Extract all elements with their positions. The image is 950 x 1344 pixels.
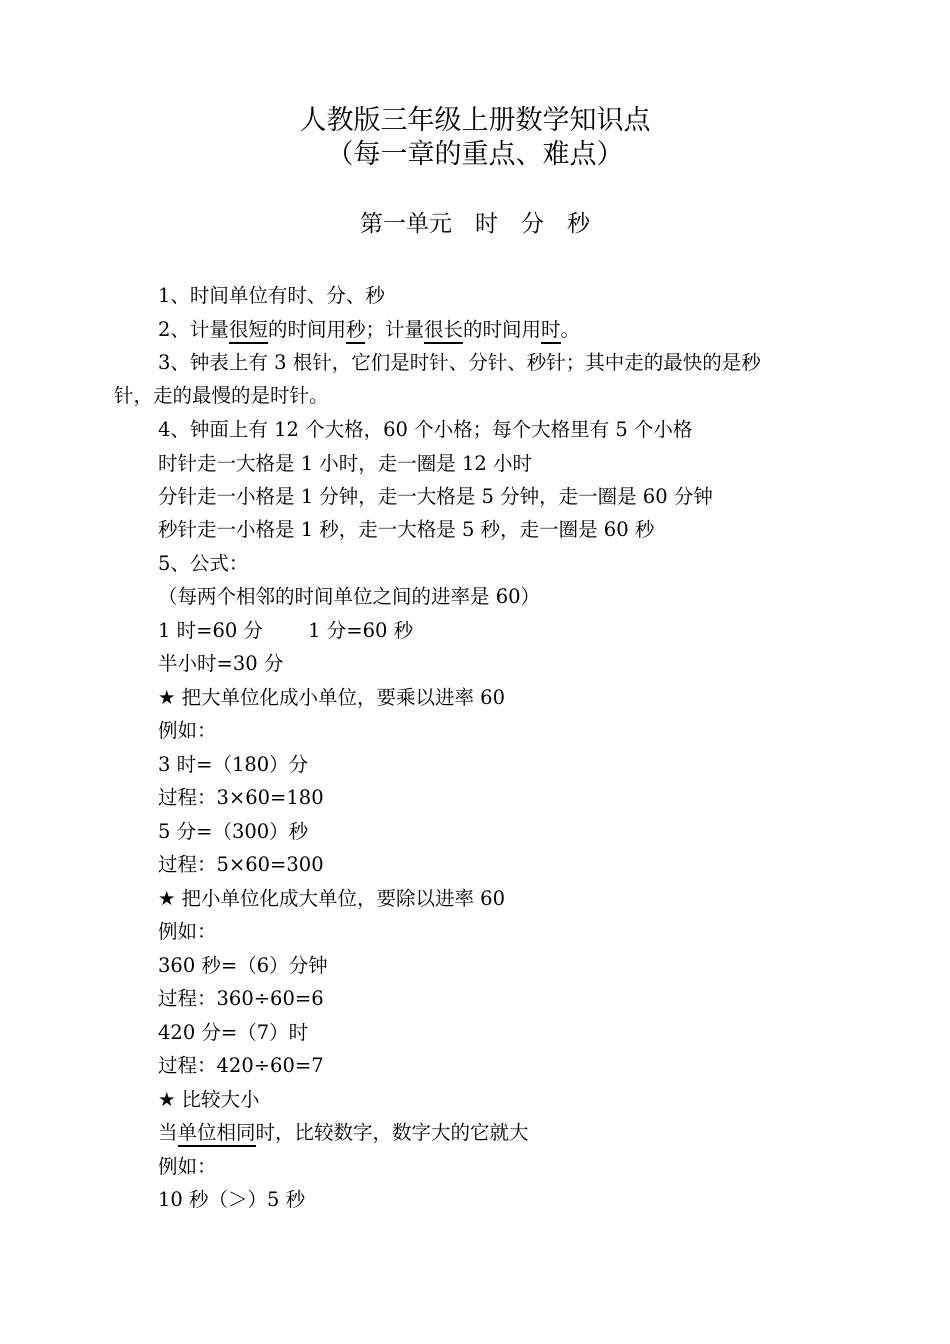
underline-long: 很长: [424, 318, 463, 344]
example-3: 360 秒=（6）分钟: [158, 954, 328, 977]
underline-second: 秒: [346, 318, 366, 344]
example-1-process: 过程：3×60=180: [158, 786, 324, 809]
underline-short: 很短: [229, 318, 268, 344]
star-icon: ★: [158, 887, 176, 910]
example-3-process: 过程：360÷60=6: [158, 987, 324, 1010]
point-3-line-1: 3、钟表上有 3 根针，它们是时针、分针、秒针；其中走的最快的是秒: [158, 351, 761, 374]
point-5: 5、公式：: [158, 552, 249, 575]
example-label: 例如：: [158, 920, 217, 943]
rule-large-to-small: [158, 683, 505, 713]
rule-compare: [158, 1085, 260, 1115]
example-label: 例如：: [158, 719, 217, 742]
compare-text: 时，比较数字，数字大的它就大: [255, 1121, 529, 1144]
example-1: 3 时=（180）分: [158, 753, 309, 776]
compare-rule: [158, 1118, 529, 1148]
document-title: 人教版三年级上册数学知识点: [299, 105, 651, 136]
hour-hand-fact: 时针走一大格是 1 小时，走一圈是 12 小时: [158, 452, 533, 475]
star-icon: ★: [158, 1088, 176, 1111]
rule-text: 比较大小: [181, 1088, 260, 1111]
point-2: [158, 315, 580, 345]
point-1: 1、时间单位有时、分、秒: [158, 284, 385, 307]
point-2-text: 的时间用: [463, 318, 542, 341]
compare-text: 当: [158, 1121, 178, 1144]
chapter-heading: 第一单元 时 分 秒: [360, 211, 590, 237]
example-2: 5 分=（300）秒: [158, 820, 309, 843]
point-2-text: 2、计量: [158, 318, 229, 341]
example-2-process: 过程：5×60=300: [158, 853, 324, 876]
point-4: 4、钟面上有 12 个大格，60 个小格；每个大格里有 5 个小格: [158, 418, 693, 441]
point-2-text: 。: [560, 318, 581, 341]
formula-1: 1 时=60 分 1 分=60 秒: [158, 619, 414, 642]
minute-hand-fact: 分针走一小格是 1 分钟，走一大格是 5 分钟，走一圈是 60 分钟: [158, 485, 713, 508]
star-icon: ★: [158, 686, 176, 709]
example-4: 420 分=（7）时: [158, 1021, 309, 1044]
rule-text: 把大单位化成小单位，要乘以进率 60: [181, 686, 505, 709]
point-2-text: 的时间用: [267, 318, 346, 341]
formula-2: 半小时=30 分: [158, 652, 284, 675]
example-label: 例如：: [158, 1155, 217, 1178]
point-3-line-2: 针，走的最慢的是时针。: [114, 384, 329, 407]
point-2-text: ；计量: [365, 318, 424, 341]
rule-text: 把小单位化成大单位，要除以进率 60: [181, 887, 505, 910]
rule-small-to-large: [158, 884, 505, 914]
example-5: 10 秒（＞）5 秒: [158, 1188, 306, 1211]
rate-note: （每两个相邻的时间单位之间的进率是 60）: [158, 585, 541, 608]
second-hand-fact: 秒针走一小格是 1 秒，走一大格是 5 秒，走一圈是 60 秒: [158, 518, 655, 541]
underline-hour: 时: [541, 318, 561, 344]
underline-same-unit: 单位相同: [178, 1121, 256, 1147]
document-subtitle: （每一章的重点、难点）: [326, 139, 624, 170]
example-4-process: 过程：420÷60=7: [158, 1054, 324, 1077]
